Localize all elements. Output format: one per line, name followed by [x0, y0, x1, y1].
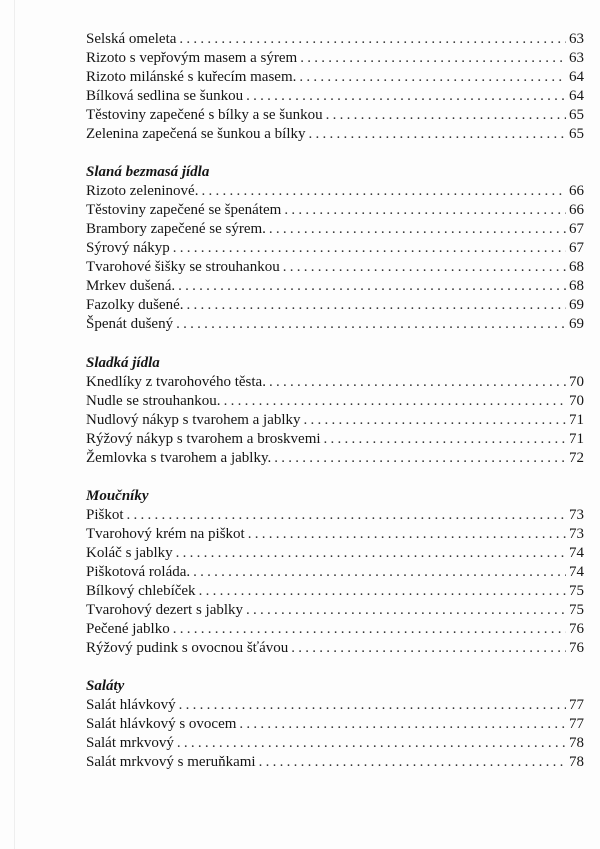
entry-title: Rýžový nákyp s tvarohem a broskvemi	[86, 430, 321, 447]
entry-page-number: 70	[569, 392, 584, 409]
page-edge-shadow	[14, 0, 15, 849]
toc-entry	[86, 544, 584, 563]
toc-entry	[86, 430, 584, 449]
toc-entry	[86, 315, 584, 334]
dot-leader	[178, 277, 566, 296]
entry-page-number: 68	[569, 259, 584, 276]
entry-page-number: 65	[569, 126, 584, 143]
dot-leader	[177, 734, 566, 753]
entry-page-number: 72	[569, 449, 584, 466]
entry-page-number: 65	[569, 107, 584, 124]
entry-page-number: 68	[569, 278, 584, 295]
entry-title: Piškotová roláda.	[86, 563, 191, 580]
section-spacer	[86, 658, 584, 677]
toc-entry	[86, 601, 584, 620]
entry-page-number: 76	[569, 640, 584, 656]
section-heading: Sladká jídla	[86, 354, 160, 371]
entry-page-number: 78	[569, 754, 584, 771]
dot-leader	[283, 258, 566, 277]
toc-entry	[86, 506, 584, 525]
entry-page-number: 71	[569, 411, 584, 428]
dot-leader	[299, 68, 566, 87]
dot-leader	[239, 715, 566, 734]
entry-title: Rizoto zeleninové.	[86, 183, 199, 200]
dot-leader	[201, 182, 566, 201]
toc-entry	[86, 620, 584, 639]
entry-title: Tvarohový dezert s jablky	[86, 601, 244, 618]
entry-title: Nudlový nákyp s tvarohem a jablky	[86, 411, 301, 428]
toc-entry	[86, 753, 584, 772]
entry-page-number: 73	[569, 525, 584, 542]
entry-page-number: 76	[569, 620, 584, 637]
section-spacer	[86, 144, 584, 163]
toc-entry	[86, 563, 584, 582]
dot-leader	[269, 220, 566, 239]
entry-page-number: 63	[569, 50, 584, 67]
entry-page-number: 74	[569, 544, 584, 561]
dot-leader	[179, 696, 566, 715]
table-of-contents	[86, 30, 584, 772]
dot-leader	[193, 563, 566, 582]
entry-page-number: 67	[569, 221, 584, 238]
dot-leader	[259, 753, 566, 772]
toc-entry	[86, 639, 584, 658]
entry-page-number: 69	[569, 316, 584, 333]
dot-leader	[300, 49, 566, 68]
toc-entry	[86, 696, 584, 715]
dot-leader	[326, 106, 566, 125]
toc-entry	[86, 106, 584, 125]
entry-page-number: 75	[569, 582, 584, 599]
entry-page-number: 73	[569, 506, 584, 523]
entry-title: Mrkev dušená.	[86, 278, 176, 295]
entry-page-number: 70	[569, 373, 584, 390]
entry-page-number: 64	[569, 88, 584, 105]
entry-title: Žemlovka s tvarohem a jablky.	[86, 449, 272, 466]
toc-entry	[86, 582, 584, 601]
entry-title: Rizoto s vepřovým masem a sýrem	[86, 50, 298, 67]
toc-entry	[86, 30, 584, 49]
dot-leader	[224, 392, 566, 411]
dot-leader	[176, 315, 566, 334]
toc-entry	[86, 392, 584, 411]
dot-leader	[274, 449, 566, 468]
entry-page-number: 66	[569, 183, 584, 200]
entry-page-number: 77	[569, 697, 584, 714]
section-spacer	[86, 468, 584, 487]
entry-title: Koláč s jablky	[86, 544, 173, 561]
dot-leader	[179, 30, 566, 49]
entry-title: Tvarohový krém na piškot	[86, 525, 245, 542]
toc-entry	[86, 125, 584, 144]
entry-title: Brambory zapečené se sýrem.	[86, 221, 266, 238]
dot-leader	[176, 544, 566, 563]
dot-leader	[324, 430, 566, 449]
entry-title: Salát mrkvový	[86, 735, 174, 752]
dot-leader	[173, 239, 566, 258]
toc-entry	[86, 87, 584, 106]
toc-entry	[86, 49, 584, 68]
toc-entry	[86, 277, 584, 296]
entry-title: Rizoto milánské s kuřecím masem.	[86, 69, 297, 86]
section-heading: Saláty	[86, 678, 125, 695]
entry-title: Tvarohové šišky se strouhankou	[86, 259, 280, 276]
toc-entry	[86, 525, 584, 544]
entry-title: Piškot	[86, 506, 124, 523]
entry-title: Pečené jablko	[86, 620, 170, 637]
entry-title: Těstoviny zapečené s bílky a se šunkou	[86, 107, 323, 124]
section-heading: Moučníky	[86, 487, 149, 504]
dot-leader	[173, 620, 566, 639]
entry-title: Knedlíky z tvarohového těsta.	[86, 373, 266, 390]
entry-title: Salát hlávkový	[86, 697, 176, 714]
entry-title: Bílkový chlebíček	[86, 582, 196, 599]
entry-page-number: 64	[569, 69, 584, 86]
dot-leader	[284, 201, 566, 220]
section-heading: Slaná bezmasá jídla	[86, 164, 210, 181]
entry-title: Rýžový pudink s ovocnou šťávou	[86, 640, 289, 656]
dot-leader	[186, 296, 566, 315]
entry-title: Zelenina zapečená se šunkou a bílky	[86, 126, 306, 143]
toc-entry	[86, 449, 584, 468]
entry-title: Bílková sedlina se šunkou	[86, 88, 244, 105]
entry-page-number: 67	[569, 240, 584, 257]
toc-entry	[86, 220, 584, 239]
entry-page-number: 66	[569, 202, 584, 219]
entry-title: Selská omeleta	[86, 31, 177, 47]
section-spacer	[86, 335, 584, 354]
dot-leader	[269, 373, 566, 392]
entry-page-number: 74	[569, 563, 584, 580]
entry-page-number: 63	[569, 31, 584, 47]
dot-leader	[304, 411, 566, 430]
entry-page-number: 69	[569, 297, 584, 314]
dot-leader	[248, 525, 566, 544]
entry-page-number: 78	[569, 735, 584, 752]
toc-entry	[86, 239, 584, 258]
toc-entry	[86, 296, 584, 315]
dot-leader	[246, 601, 566, 620]
dot-leader	[246, 87, 566, 106]
entry-page-number: 77	[569, 716, 584, 733]
toc-entry	[86, 373, 584, 392]
toc-entry	[86, 411, 584, 430]
entry-title: Nudle se strouhankou.	[86, 392, 221, 409]
toc-entry	[86, 715, 584, 734]
dot-leader	[291, 639, 566, 658]
entry-title: Špenát dušený	[86, 316, 174, 333]
dot-leader	[199, 582, 566, 601]
entry-title: Salát hlávkový s ovocem	[86, 716, 237, 733]
entry-page-number: 75	[569, 601, 584, 618]
toc-entry	[86, 258, 584, 277]
dot-leader	[127, 506, 566, 525]
toc-entry	[86, 182, 584, 201]
toc-entry	[86, 201, 584, 220]
dot-leader	[309, 125, 567, 144]
entry-title: Sýrový nákyp	[86, 240, 170, 257]
entry-title: Fazolky dušené.	[86, 297, 184, 314]
toc-entry	[86, 734, 584, 753]
entry-title: Salát mrkvový s meruňkami	[86, 754, 256, 771]
toc-entry	[86, 68, 584, 87]
entry-page-number: 71	[569, 430, 584, 447]
entry-title: Těstoviny zapečené se špenátem	[86, 202, 282, 219]
